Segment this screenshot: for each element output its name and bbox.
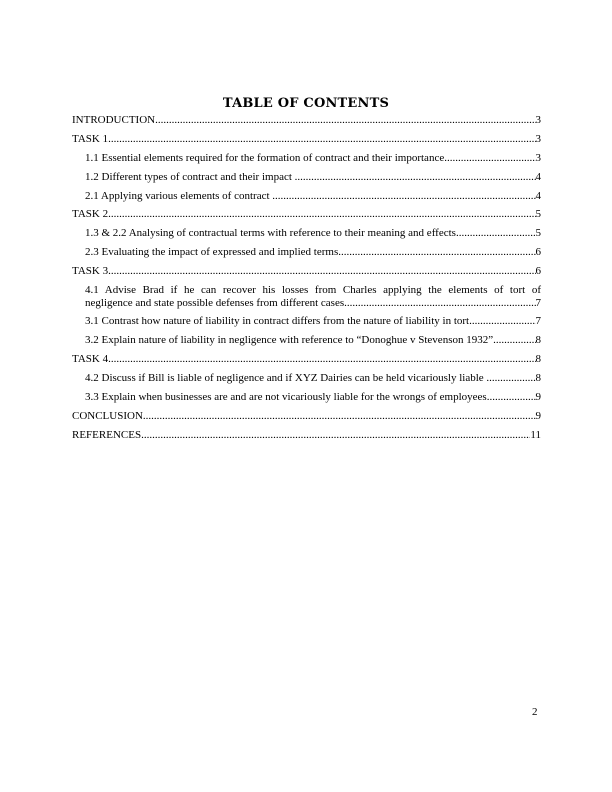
toc-entry-label: TASK 3: [72, 265, 109, 278]
toc-entry-label: 1.1 Essential elements required for the formation of contract and their importance: [85, 151, 445, 164]
toc-entry-3-1[interactable]: [72, 315, 541, 328]
toc-entry-page: 3: [535, 132, 541, 145]
toc-entry-label-line-1: 4.1 Advise Brad if he can recover his losses from Charles applying the elements of tort of: [85, 284, 541, 297]
toc-entry-label: 3.2 Explain nature of liability in negligence with reference to “Donoghue v Stevenson 1932”: [85, 334, 494, 347]
toc-entry-task-3[interactable]: [72, 265, 541, 278]
leader-dots: [141, 429, 530, 442]
toc-entry-4-1[interactable]: [72, 284, 541, 309]
toc-entry-label: TASK 1: [72, 132, 109, 145]
toc-entry-page: 3: [535, 151, 541, 164]
leader-dots: [295, 171, 536, 184]
toc-entry-label: INTRODUCTION: [72, 114, 156, 126]
toc-entry-task-2[interactable]: [72, 208, 541, 221]
toc-entry-page: 4: [535, 170, 541, 183]
leader-dots: [143, 410, 536, 423]
leader-dots: [493, 334, 535, 347]
leader-dots: [108, 208, 535, 221]
toc-entry-3-3[interactable]: [72, 391, 541, 404]
leader-dots: [444, 152, 535, 165]
leader-dots: [108, 133, 535, 146]
leader-dots: [469, 315, 535, 328]
table-of-contents: [72, 114, 541, 448]
toc-entry-page: 8: [535, 353, 541, 366]
toc-entry-label: REFERENCES: [72, 428, 142, 441]
toc-entry-4-2[interactable]: [72, 372, 541, 385]
toc-entry-page: 7: [535, 296, 541, 309]
toc-title: TABLE OF CONTENTS: [222, 96, 390, 111]
toc-entry-label: 1.2 Different types of contract and their impact: [85, 170, 295, 183]
toc-entry-page: 8: [535, 334, 541, 347]
toc-entry-page: 5: [535, 208, 541, 221]
toc-entry-label: TASK 4: [72, 353, 109, 366]
toc-entry-label-line-2: negligence and state possible defenses from different cases: [85, 296, 345, 309]
toc-entry-page: 9: [535, 390, 541, 403]
toc-entry-1-3-2-2[interactable]: [72, 227, 541, 240]
toc-entry-label: 3.1 Contrast how nature of liability in contract differs from the nature of liability in tort: [85, 315, 470, 328]
leader-dots: [155, 114, 535, 127]
toc-entry-2-1[interactable]: [72, 190, 541, 203]
leader-dots: [272, 190, 535, 203]
toc-entry-label: 1.3 & 2.2 Analysing of contractual terms with reference to their meaning and effects: [85, 227, 456, 240]
toc-entry-label: CONCLUSION: [72, 409, 143, 422]
toc-entry-3-2[interactable]: [72, 334, 541, 347]
page-number: 2: [532, 706, 538, 718]
leader-dots: [456, 227, 536, 240]
leader-dots: [486, 372, 535, 385]
toc-entry-introduction[interactable]: [72, 114, 541, 127]
leader-dots: [487, 391, 536, 404]
toc-entry-task-1[interactable]: [72, 133, 541, 146]
leader-dots: [108, 353, 535, 366]
toc-entry-page: 8: [535, 372, 541, 385]
toc-entry-page: 9: [535, 409, 541, 422]
toc-entry-task-4[interactable]: [72, 353, 541, 366]
leader-dots: [344, 297, 535, 310]
leader-dots: [338, 246, 535, 259]
toc-entry-label: 4.2 Discuss if Bill is liable of negligence and if XYZ Dairies can be held vicariously liable: [85, 372, 487, 385]
toc-entry-1-2[interactable]: [72, 171, 541, 184]
toc-entry-conclusion[interactable]: [72, 410, 541, 423]
toc-entry-2-3[interactable]: [72, 246, 541, 259]
toc-entry-label: 3.3 Explain when businesses are and are not vicariously liable for the wrongs of employees: [85, 390, 487, 403]
toc-entry-label: 2.1 Applying various elements of contract: [85, 189, 273, 202]
leader-dots: [108, 265, 535, 278]
toc-entry-page: 3: [535, 114, 541, 126]
toc-entry-page: 11: [530, 428, 541, 441]
toc-entry-page: 5: [535, 227, 541, 240]
toc-entry-references[interactable]: [72, 429, 541, 442]
toc-entry-page: 4: [535, 189, 541, 202]
toc-entry-page: 6: [535, 246, 541, 259]
toc-entry-label: 2.3 Evaluating the impact of expressed and implied terms: [85, 246, 339, 259]
toc-entry-page: 6: [535, 265, 541, 278]
toc-entry-label: TASK 2: [72, 208, 109, 221]
toc-entry-page: 7: [535, 315, 541, 328]
toc-entry-1-1[interactable]: [72, 152, 541, 165]
